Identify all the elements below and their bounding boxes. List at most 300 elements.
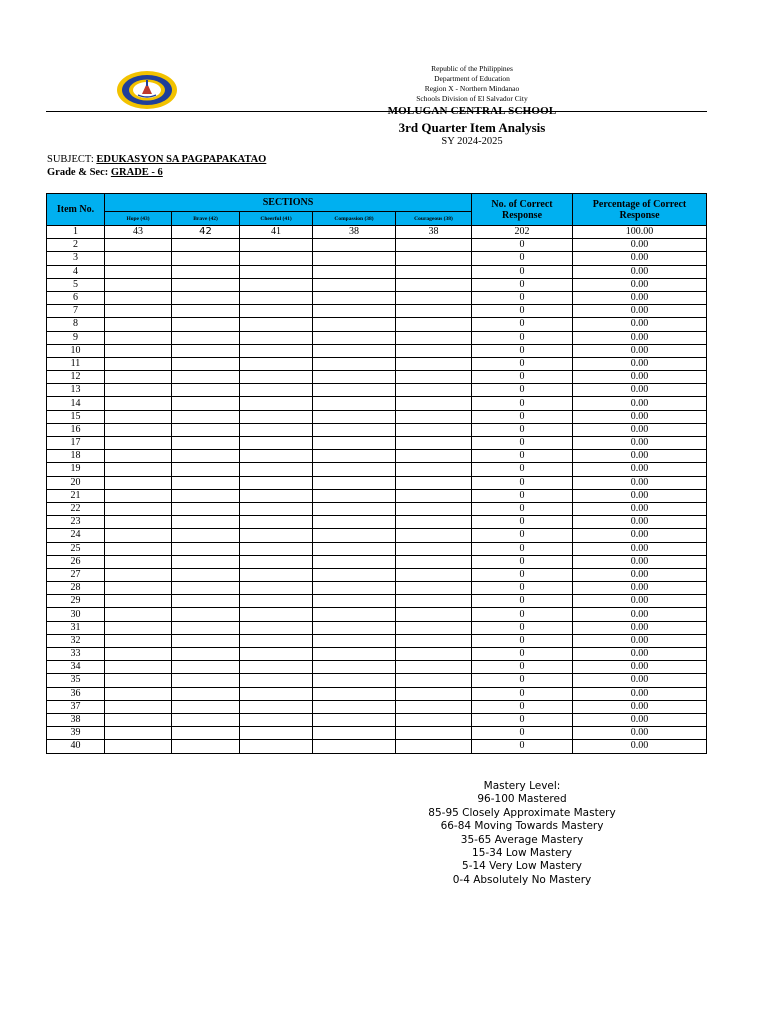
section-count-cell	[313, 740, 396, 753]
header-department: Department of Education	[434, 74, 510, 83]
section-count-cell	[396, 410, 472, 423]
correct-response-cell: 0	[472, 344, 573, 357]
section-count-cell	[240, 410, 313, 423]
mastery-level: 96-100 Mastered	[477, 793, 567, 806]
section-count-cell	[172, 450, 240, 463]
table-row	[47, 397, 707, 410]
section-count-cell	[105, 410, 172, 423]
section-count-cell	[172, 661, 240, 674]
table-row	[47, 674, 707, 687]
correct-response-cell: 0	[472, 674, 573, 687]
item-number-cell: 34	[47, 661, 105, 674]
percentage-cell: 0.00	[573, 371, 707, 384]
section-count-cell	[240, 529, 313, 542]
correct-response-cell: 0	[472, 291, 573, 304]
section-count-cell	[396, 568, 472, 581]
section-count-cell	[240, 700, 313, 713]
item-number-cell: 35	[47, 674, 105, 687]
section-count-cell	[313, 410, 396, 423]
grade-value: GRADE - 6	[110, 167, 163, 178]
table-row	[47, 410, 707, 423]
correct-response-cell: 0	[472, 331, 573, 344]
section-count-cell	[313, 371, 396, 384]
percentage-cell: 0.00	[573, 252, 707, 265]
percentage-cell: 0.00	[573, 621, 707, 634]
item-number-cell: 40	[47, 740, 105, 753]
section-count-cell	[172, 344, 240, 357]
section-count-cell	[396, 727, 472, 740]
section-count-cell	[105, 344, 172, 357]
item-number-cell: 37	[47, 700, 105, 713]
percentage-cell: 0.00	[573, 305, 707, 318]
table-row	[47, 252, 707, 265]
document-title: 3rd Quarter Item Analysis	[398, 120, 546, 135]
section-count-cell	[396, 621, 472, 634]
correct-response-cell: 0	[472, 489, 573, 502]
item-number-cell: 27	[47, 568, 105, 581]
percentage-cell: 0.00	[573, 595, 707, 608]
subject-value: EDUKASYON SA PAGPAPAKATAO	[96, 154, 267, 165]
section-count-cell	[396, 674, 472, 687]
section-count-cell	[396, 489, 472, 502]
item-number-cell: 8	[47, 318, 105, 331]
percentage-cell: 0.00	[573, 384, 707, 397]
section-count-cell	[313, 489, 396, 502]
section-count-cell	[105, 727, 172, 740]
correct-response-cell: 0	[472, 687, 573, 700]
section-count-cell	[240, 713, 313, 726]
correct-response-cell: 0	[472, 740, 573, 753]
section-header: Cheerful (41)	[240, 212, 313, 226]
correct-response-cell: 0	[472, 450, 573, 463]
section-count-cell	[240, 476, 313, 489]
percentage-cell: 0.00	[573, 674, 707, 687]
section-count-cell	[313, 423, 396, 436]
table-row	[47, 384, 707, 397]
section-count-cell	[240, 239, 313, 252]
section-count-cell	[105, 542, 172, 555]
section-count-cell	[396, 516, 472, 529]
section-count-cell	[105, 674, 172, 687]
correct-response-cell: 0	[472, 476, 573, 489]
item-number-cell: 14	[47, 397, 105, 410]
section-count-cell	[240, 423, 313, 436]
percentage-cell: 0.00	[573, 410, 707, 423]
section-count-cell	[172, 318, 240, 331]
percentage-cell: 0.00	[573, 291, 707, 304]
correct-response-cell: 202	[472, 226, 573, 239]
table-row	[47, 713, 707, 726]
section-count-cell	[313, 318, 396, 331]
correct-response-cell: 0	[472, 437, 573, 450]
correct-response-cell: 0	[472, 648, 573, 661]
section-count-cell	[240, 463, 313, 476]
section-count-cell: 38	[313, 226, 396, 239]
section-count-cell	[313, 331, 396, 344]
section-count-cell	[313, 555, 396, 568]
section-count-cell	[396, 384, 472, 397]
section-count-cell	[240, 555, 313, 568]
percentage-cell: 0.00	[573, 331, 707, 344]
item-no-header: Item No.	[47, 194, 105, 226]
section-count-cell	[313, 700, 396, 713]
section-count-cell	[105, 595, 172, 608]
section-count-cell	[396, 423, 472, 436]
percentage-cell: 0.00	[573, 318, 707, 331]
percentage-cell: 0.00	[573, 278, 707, 291]
section-count-cell	[313, 305, 396, 318]
mastery-level: 5-14 Very Low Mastery	[462, 860, 582, 873]
item-number-cell: 24	[47, 529, 105, 542]
section-count-cell	[396, 344, 472, 357]
table-row	[47, 357, 707, 370]
correct-response-header: No. of Correct Response	[472, 194, 573, 226]
item-number-cell: 17	[47, 437, 105, 450]
section-count-cell	[396, 252, 472, 265]
section-count-cell	[172, 674, 240, 687]
section-count-cell	[172, 397, 240, 410]
section-count-cell	[105, 516, 172, 529]
section-count-cell	[240, 331, 313, 344]
correct-response-cell: 0	[472, 516, 573, 529]
table-row	[47, 331, 707, 344]
correct-response-cell: 0	[472, 529, 573, 542]
item-number-cell: 21	[47, 489, 105, 502]
correct-response-cell: 0	[472, 410, 573, 423]
table-row	[47, 634, 707, 647]
section-count-cell	[240, 450, 313, 463]
correct-response-cell: 0	[472, 357, 573, 370]
item-number-cell: 33	[47, 648, 105, 661]
section-count-cell: 41	[240, 226, 313, 239]
section-count-cell	[172, 371, 240, 384]
mastery-legend	[400, 780, 644, 887]
section-count-cell	[313, 568, 396, 581]
item-number-cell: 26	[47, 555, 105, 568]
section-count-cell	[240, 674, 313, 687]
section-count-cell	[313, 674, 396, 687]
table-row	[47, 595, 707, 608]
table-row	[47, 542, 707, 555]
section-count-cell	[313, 384, 396, 397]
correct-response-cell: 0	[472, 463, 573, 476]
section-count-cell	[105, 555, 172, 568]
section-count-cell	[172, 476, 240, 489]
section-count-cell	[313, 450, 396, 463]
section-count-cell	[313, 357, 396, 370]
percentage-cell: 0.00	[573, 568, 707, 581]
section-count-cell	[313, 621, 396, 634]
item-number-cell: 32	[47, 634, 105, 647]
percentage-cell: 0.00	[573, 582, 707, 595]
section-count-cell	[172, 648, 240, 661]
section-count-cell	[313, 634, 396, 647]
section-count-cell	[396, 608, 472, 621]
section-count-cell	[172, 463, 240, 476]
section-count-cell	[105, 331, 172, 344]
section-count-cell	[396, 371, 472, 384]
section-count-cell	[240, 318, 313, 331]
section-count-cell	[240, 740, 313, 753]
section-count-cell	[240, 437, 313, 450]
section-count-cell	[105, 463, 172, 476]
table-row	[47, 344, 707, 357]
section-count-cell: 42	[172, 226, 240, 239]
section-count-cell	[172, 516, 240, 529]
subject-line	[47, 154, 266, 166]
item-number-cell: 2	[47, 239, 105, 252]
section-count-cell	[105, 357, 172, 370]
item-number-cell: 11	[47, 357, 105, 370]
correct-response-cell: 0	[472, 318, 573, 331]
section-count-cell	[172, 252, 240, 265]
section-count-cell	[313, 278, 396, 291]
section-count-cell	[105, 582, 172, 595]
section-count-cell	[396, 555, 472, 568]
section-count-cell	[396, 318, 472, 331]
item-number-cell: 15	[47, 410, 105, 423]
section-count-cell	[240, 516, 313, 529]
section-count-cell	[105, 384, 172, 397]
section-count-cell	[172, 331, 240, 344]
mastery-legend-title: Mastery Level:	[483, 780, 561, 792]
item-number-cell: 23	[47, 516, 105, 529]
section-count-cell	[105, 397, 172, 410]
correct-response-cell: 0	[472, 305, 573, 318]
section-count-cell	[105, 740, 172, 753]
table-row	[47, 371, 707, 384]
table-row	[47, 529, 707, 542]
section-count-cell	[172, 265, 240, 278]
section-count-cell: 43	[105, 226, 172, 239]
table-row	[47, 700, 707, 713]
school-seal-logo	[116, 70, 178, 110]
mastery-level: 66-84 Moving Towards Mastery	[440, 820, 604, 833]
table-row	[47, 608, 707, 621]
section-count-cell	[105, 318, 172, 331]
section-count-cell	[105, 634, 172, 647]
percentage-cell: 0.00	[573, 344, 707, 357]
subject-label: SUBJECT:	[47, 154, 94, 165]
section-count-cell	[313, 397, 396, 410]
section-count-cell	[172, 687, 240, 700]
section-count-cell	[172, 423, 240, 436]
item-number-cell: 10	[47, 344, 105, 357]
section-count-cell	[396, 687, 472, 700]
section-count-cell	[172, 529, 240, 542]
section-count-cell	[240, 568, 313, 581]
section-header: Hope (43)	[105, 212, 172, 226]
section-count-cell	[105, 648, 172, 661]
section-count-cell	[172, 608, 240, 621]
mastery-level: 15-34 Low Mastery	[472, 847, 572, 860]
correct-response-cell: 0	[472, 634, 573, 647]
table-row	[47, 239, 707, 252]
table-row	[47, 305, 707, 318]
section-count-cell	[105, 568, 172, 581]
table-row	[47, 423, 707, 436]
table-row	[47, 278, 707, 291]
item-number-cell: 36	[47, 687, 105, 700]
section-count-cell	[172, 278, 240, 291]
table-row	[47, 727, 707, 740]
section-count-cell	[396, 713, 472, 726]
section-count-cell	[313, 713, 396, 726]
section-count-cell	[240, 291, 313, 304]
section-count-cell	[240, 648, 313, 661]
section-count-cell	[172, 634, 240, 647]
item-analysis-body	[47, 226, 707, 754]
section-count-cell	[396, 476, 472, 489]
percentage-cell: 0.00	[573, 265, 707, 278]
percentage-cell: 0.00	[573, 437, 707, 450]
percentage-cell: 0.00	[573, 700, 707, 713]
section-count-cell	[172, 357, 240, 370]
section-count-cell	[240, 357, 313, 370]
section-count-cell	[105, 437, 172, 450]
section-count-cell	[172, 437, 240, 450]
section-count-cell	[396, 582, 472, 595]
table-row	[47, 621, 707, 634]
section-count-cell	[240, 502, 313, 515]
table-row	[47, 502, 707, 515]
section-count-cell	[313, 529, 396, 542]
correct-response-cell: 0	[472, 661, 573, 674]
correct-response-cell: 0	[472, 239, 573, 252]
section-count-cell	[105, 608, 172, 621]
section-count-cell	[105, 661, 172, 674]
percentage-cell: 0.00	[573, 687, 707, 700]
item-number-cell: 12	[47, 371, 105, 384]
section-count-cell	[105, 278, 172, 291]
item-number-cell: 5	[47, 278, 105, 291]
section-count-cell	[105, 265, 172, 278]
section-count-cell	[313, 542, 396, 555]
section-count-cell	[240, 542, 313, 555]
correct-response-cell: 0	[472, 423, 573, 436]
item-number-cell: 19	[47, 463, 105, 476]
school-year: SY 2024-2025	[441, 136, 503, 147]
item-number-cell: 25	[47, 542, 105, 555]
table-row	[47, 265, 707, 278]
section-count-cell	[396, 661, 472, 674]
section-count-cell	[172, 384, 240, 397]
correct-response-cell: 0	[472, 502, 573, 515]
section-count-cell	[396, 700, 472, 713]
item-number-cell: 13	[47, 384, 105, 397]
section-count-cell	[172, 542, 240, 555]
section-count-cell	[105, 489, 172, 502]
section-count-cell	[396, 529, 472, 542]
section-header: Courageous (38)	[396, 212, 472, 226]
section-count-cell	[396, 740, 472, 753]
table-row	[47, 582, 707, 595]
section-count-cell	[105, 291, 172, 304]
section-count-cell	[396, 450, 472, 463]
percentage-cell: 0.00	[573, 740, 707, 753]
table-row	[47, 516, 707, 529]
percentage-cell: 0.00	[573, 450, 707, 463]
section-count-cell	[396, 239, 472, 252]
table-row	[47, 291, 707, 304]
section-count-cell	[172, 555, 240, 568]
section-count-cell	[240, 687, 313, 700]
correct-response-cell: 0	[472, 542, 573, 555]
section-count-cell	[172, 595, 240, 608]
item-number-cell: 31	[47, 621, 105, 634]
section-count-cell	[313, 344, 396, 357]
section-count-cell	[105, 239, 172, 252]
section-count-cell	[313, 239, 396, 252]
section-count-cell	[313, 595, 396, 608]
percentage-cell: 0.00	[573, 713, 707, 726]
percentage-cell: 100.00	[573, 226, 707, 239]
section-count-cell	[240, 634, 313, 647]
correct-response-cell: 0	[472, 397, 573, 410]
percentage-cell: 0.00	[573, 516, 707, 529]
section-count-cell	[240, 397, 313, 410]
item-number-cell: 28	[47, 582, 105, 595]
percentage-cell: 0.00	[573, 239, 707, 252]
item-number-cell: 20	[47, 476, 105, 489]
table-row	[47, 450, 707, 463]
section-count-cell	[240, 608, 313, 621]
section-count-cell	[313, 687, 396, 700]
correct-response-cell: 0	[472, 727, 573, 740]
table-row	[47, 648, 707, 661]
sections-header: SECTIONS	[105, 194, 472, 212]
section-count-cell	[172, 305, 240, 318]
section-count-cell	[313, 476, 396, 489]
item-number-cell: 4	[47, 265, 105, 278]
section-count-cell	[240, 344, 313, 357]
section-count-cell	[396, 305, 472, 318]
item-number-cell: 30	[47, 608, 105, 621]
percentage-cell: 0.00	[573, 423, 707, 436]
correct-response-cell: 0	[472, 595, 573, 608]
section-count-cell	[313, 502, 396, 515]
section-count-cell	[172, 568, 240, 581]
mastery-level: 85-95 Closely Approximate Mastery	[428, 806, 616, 819]
section-count-cell	[240, 265, 313, 278]
item-number-cell: 39	[47, 727, 105, 740]
mastery-level: 35-65 Average Mastery	[460, 833, 584, 846]
correct-response-cell: 0	[472, 252, 573, 265]
section-count-cell	[240, 661, 313, 674]
table-row	[47, 568, 707, 581]
percentage-cell: 0.00	[573, 489, 707, 502]
item-number-cell: 29	[47, 595, 105, 608]
section-count-cell	[105, 713, 172, 726]
grade-line	[47, 167, 163, 179]
item-number-cell: 3	[47, 252, 105, 265]
correct-response-cell: 0	[472, 621, 573, 634]
section-count-cell	[396, 278, 472, 291]
section-count-cell	[396, 331, 472, 344]
header-region: Region X - Northern Mindanao	[424, 84, 520, 93]
table-row	[47, 555, 707, 568]
document-header	[300, 64, 644, 118]
item-number-cell: 18	[47, 450, 105, 463]
section-header: Brave (42)	[172, 212, 240, 226]
section-count-cell	[396, 542, 472, 555]
item-number-cell: 9	[47, 331, 105, 344]
section-count-cell	[240, 489, 313, 502]
correct-response-cell: 0	[472, 713, 573, 726]
section-count-cell	[105, 450, 172, 463]
correct-response-cell: 0	[472, 568, 573, 581]
section-count-cell	[396, 502, 472, 515]
